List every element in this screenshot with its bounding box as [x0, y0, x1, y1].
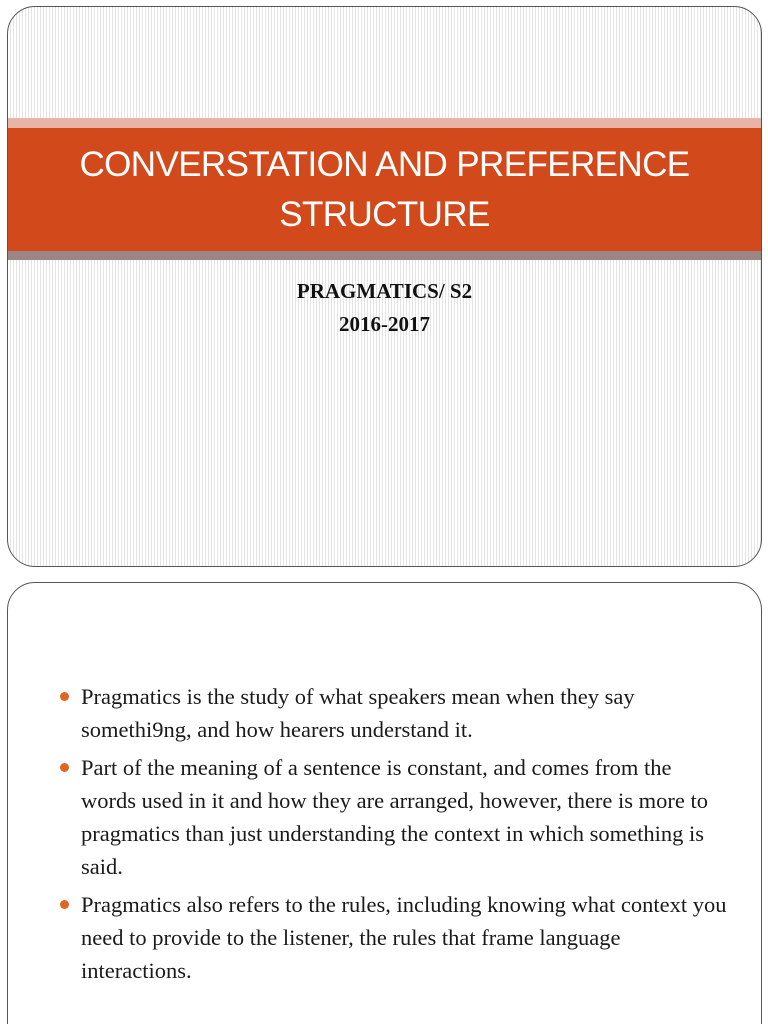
- bottom-accent-bar: [8, 251, 761, 260]
- bullet-list: [60, 680, 730, 992]
- bullet-item: [60, 751, 730, 883]
- bullet-item: [60, 888, 730, 987]
- bullet-dot-icon: [60, 692, 69, 701]
- subtitle-course: PRAGMATICS/ S2: [296, 279, 473, 303]
- title-slide: [7, 6, 762, 567]
- bullet-text: Pragmatics is the study of what speakers mean when they say somethi9ng, and how hearers understand it.: [81, 684, 635, 742]
- content-slide: [7, 582, 762, 1024]
- bullet-dot-icon: [60, 763, 69, 772]
- bullet-dot-icon: [60, 900, 69, 909]
- top-accent-bar: [8, 118, 761, 128]
- bullet-item: [60, 680, 730, 746]
- subtitle-block: [8, 275, 761, 341]
- bullet-text: Part of the meaning of a sentence is constant, and comes from the words used in it and how they are arranged, however, there is more to pragmatics than just understanding the context in which something is said.: [81, 755, 709, 879]
- title-band: [8, 128, 761, 251]
- bullet-text: Pragmatics also refers to the rules, including knowing what context you need to provide to the listener, the rules that frame language interactions.: [81, 892, 727, 983]
- slide-title: CONVERSTATION AND PREFERENCE STRUCTURE: [79, 144, 690, 234]
- subtitle-year: 2016-2017: [339, 312, 430, 336]
